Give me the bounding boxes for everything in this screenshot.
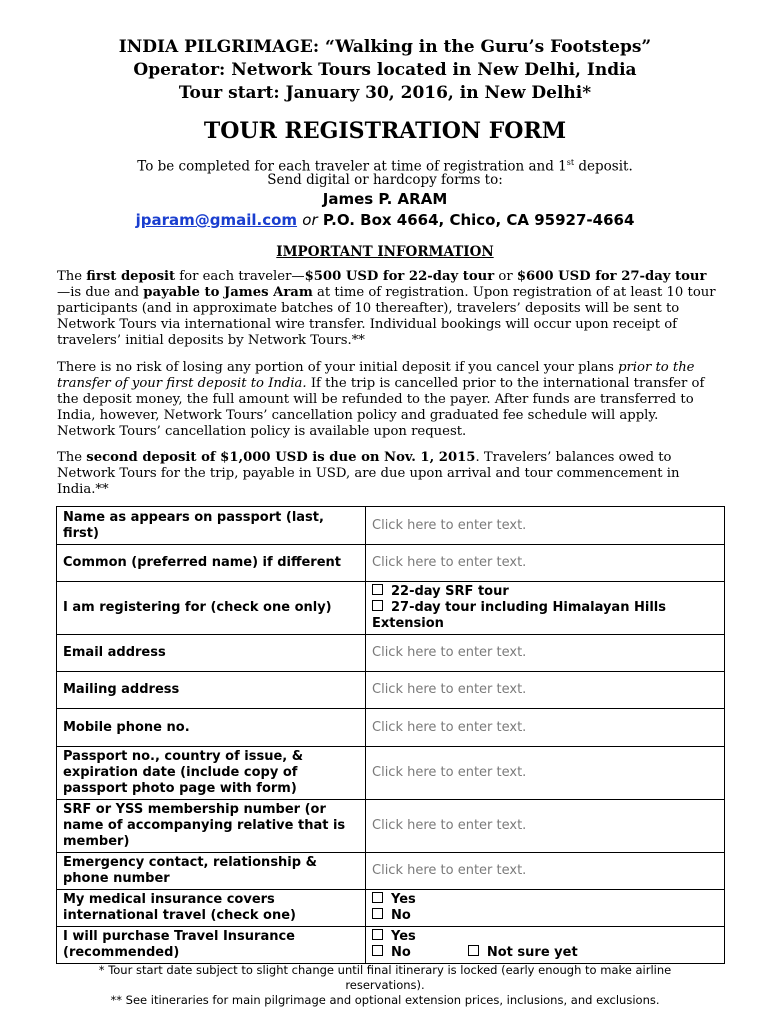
option-travel-not-sure[interactable] [468,945,578,960]
input-email[interactable]: Click here to enter text. [366,635,725,672]
intro-line-2: Send digital or hardcopy forms to: [267,172,503,188]
option-label: No [391,908,411,923]
intro-superscript: st [566,158,575,167]
checkbox-icon[interactable] [372,908,383,919]
intro-text: To be completed for each traveler at time of registration and 1 [137,158,567,175]
p2-text: There is no risk of losing any portion of your initial deposit if you cancel your plans [57,360,619,375]
p1-bold: $600 USD for 27-day tour [516,269,707,284]
input-passport-name[interactable]: Click here to enter text. [366,507,725,545]
postal-address: P.O. Box 4664, Chico, CA 95927-4664 [322,211,635,229]
paragraph-cancellation [57,360,717,440]
input-mailing-address[interactable]: Click here to enter text. [366,672,725,709]
input-srf-membership[interactable]: Click here to enter text. [366,800,725,853]
header-line-1: INDIA PILGRIMAGE: “Walking in the Guru’s Footsteps” [118,37,652,57]
p2-italic: prior to the transfer of your first deposit to India. [57,360,695,391]
checkbox-icon[interactable] [372,945,383,956]
label-passport-info: Passport no., country of issue, & expiration date (include copy of passport photo page with form) [57,747,366,800]
contact-line [0,211,770,229]
checkbox-icon[interactable] [372,584,383,595]
option-label: 22-day SRF tour [391,584,509,599]
paragraph-second-deposit [57,450,717,498]
p1-bold: $500 USD for 22-day tour [304,269,495,284]
label-email: Email address [57,635,366,672]
label-mailing-address: Mailing address [57,672,366,709]
option-27-day[interactable] [372,600,718,632]
contact-name: James P. ARAM [322,190,448,208]
input-mobile[interactable]: Click here to enter text. [366,709,725,747]
table-row [57,545,725,582]
table-row [57,927,725,964]
label-mobile: Mobile phone no. [57,709,366,747]
checkbox-icon[interactable] [372,600,383,611]
label-travel-insurance: I will purchase Travel Insurance (recommended) [57,927,366,964]
input-passport-info[interactable]: Click here to enter text. [366,747,725,800]
checkbox-icon[interactable] [372,892,383,903]
option-label: Yes [391,892,416,907]
form-title: TOUR REGISTRATION FORM [203,118,567,144]
p3-bold: second deposit of $1,000 USD is due on Nov. 1, 2015 [86,450,476,465]
p1-text: or [494,269,517,284]
travel-options-cell [366,927,725,964]
option-22-day[interactable] [372,584,718,600]
table-row [57,800,725,853]
option-label: Yes [391,929,416,944]
p1-bold: first deposit [86,269,176,284]
table-row [57,890,725,927]
option-medical-no[interactable] [372,908,718,924]
registration-table [56,506,725,964]
paragraph-first-deposit [57,269,717,349]
checkbox-icon[interactable] [468,945,479,956]
p1-text: for each traveler— [175,269,305,284]
important-heading: IMPORTANT INFORMATION [276,244,494,260]
p1-text: —is due and [57,285,144,300]
option-label: No [391,945,411,960]
option-travel-no-row [372,945,718,961]
label-passport-name: Name as appears on passport (last, first) [57,507,366,545]
checkbox-icon[interactable] [372,929,383,940]
table-row [57,853,725,890]
p3-text: . Travelers’ balances owed to Network Tours for the trip, payable in USD, are due upon arrival and tour commencement in India.** [57,450,680,497]
footnote-1: * Tour start date subject to slight change until final itinerary is locked (early enough to make airline reservations). [98,963,672,992]
option-label: 27-day tour including Himalayan Hills Extension [372,600,666,631]
table-row [57,507,725,545]
label-emergency-contact: Emergency contact, relationship & phone number [57,853,366,890]
tour-options-cell [366,582,725,635]
email-link[interactable]: jparam@gmail.com [135,211,298,229]
table-row [57,709,725,747]
p1-text: at time of registration. Upon registration of at least 10 tour participants (and in approximate batches of 10 thereafter), travelers’ deposits will be sent to Network Tours via international wire transfer. Individual bookings will occur upon receipt of travelers’ initial deposits by Network Tours.** [57,285,716,348]
p2-text: If the trip is cancelled prior to the international transfer of the deposit money, the full amount will be refunded to the payer. After funds are transferred to India, however, Network Tours’ cancellation policy and graduated fee schedule will apply. Network Tours’ cancellation policy is available upon request. [57,376,705,439]
input-emergency-contact[interactable]: Click here to enter text. [366,853,725,890]
table-row [57,672,725,709]
footnote-2: ** See itineraries for main pilgrimage and optional extension prices, inclusions, and exclusions. [110,993,660,1007]
option-travel-yes[interactable] [372,929,718,945]
or-text: or [302,211,318,229]
label-common-name: Common (preferred name) if different [57,545,366,582]
header-line-2: Operator: Network Tours located in New Delhi, India [133,60,637,80]
p1-text: The [57,269,87,284]
input-common-name[interactable]: Click here to enter text. [366,545,725,582]
table-row [57,582,725,635]
option-label: Not sure yet [486,945,578,960]
p3-text: The [57,450,87,465]
label-medical-insurance: My medical insurance covers international travel (check one) [57,890,366,927]
option-medical-yes[interactable] [372,892,718,908]
option-travel-no[interactable] [372,945,411,960]
label-registering-for: I am registering for (check one only) [57,582,366,635]
label-srf-membership: SRF or YSS membership number (or name of accompanying relative that is member) [57,800,366,853]
p1-bold: payable to James Aram [143,285,313,300]
table-row [57,747,725,800]
medical-options-cell [366,890,725,927]
header-line-3: Tour start: January 30, 2016, in New Delhi* [178,83,592,103]
table-row [57,635,725,672]
intro-text-end: deposit. [574,158,633,175]
